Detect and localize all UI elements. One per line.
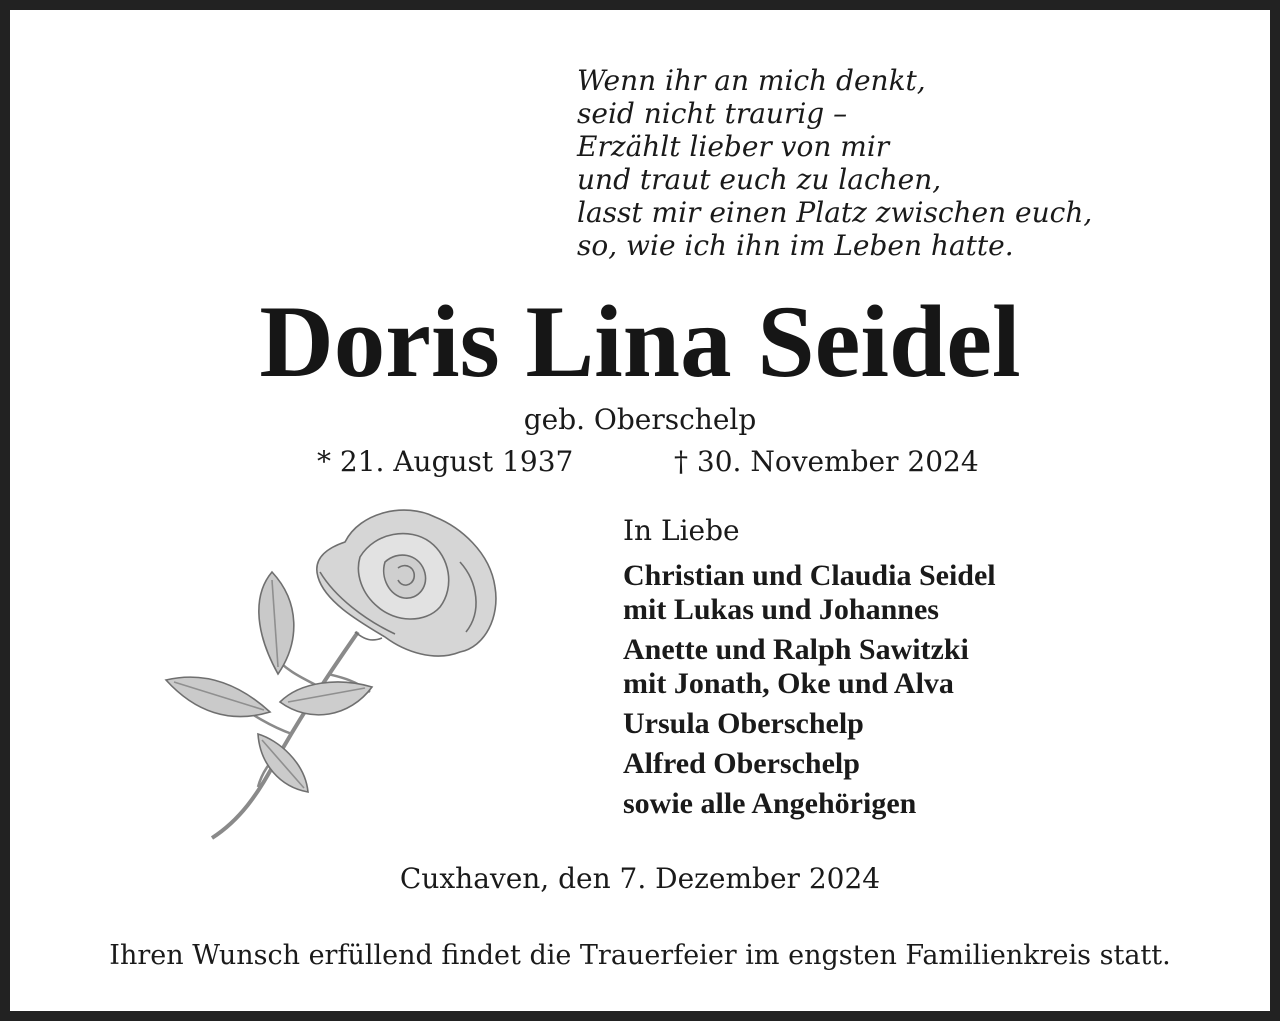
poem-line: und traut euch zu lachen,	[577, 163, 942, 196]
born-name: geb. Oberschelp	[523, 403, 757, 436]
mourner-line: Alfred Oberschelp	[623, 747, 860, 780]
rose-icon	[160, 502, 510, 844]
funeral-note: Ihren Wunsch erfüllend findet die Trauerfeier im engsten Familienkreis statt.	[109, 940, 1171, 971]
place-and-date	[10, 861, 1270, 897]
poem-line: Erzählt lieber von mir	[577, 130, 890, 163]
mourner-family	[623, 633, 996, 701]
birth-date: * 21. August 1937	[317, 445, 574, 478]
poem-line: Wenn ihr an mich denkt,	[577, 64, 926, 97]
mourner-family	[623, 559, 996, 627]
poem-line: lasst mir einen Platz zwischen euch,	[577, 196, 1093, 229]
mourners-list	[623, 559, 996, 827]
in-love-intro: In Liebe	[623, 514, 740, 547]
mourner-line: sowie alle Angehörigen	[623, 787, 917, 820]
poem	[577, 64, 1092, 262]
mourner-line: Christian und Claudia Seidel	[623, 559, 996, 592]
deceased-name: Doris Lina Seidel	[259, 285, 1021, 399]
mourner-line: mit Jonath, Oke und Alva	[623, 667, 954, 700]
poem-line: seid nicht traurig –	[577, 97, 848, 130]
poem-line: so, wie ich ihn im Leben hatte.	[577, 229, 1014, 262]
place-date-text: Cuxhaven, den 7. Dezember 2024	[399, 862, 881, 895]
mourner-family	[623, 747, 996, 781]
mourner-family	[623, 787, 996, 821]
mourner-line: Ursula Oberschelp	[623, 707, 864, 740]
mourner-line: Anette und Ralph Sawitzki	[623, 633, 969, 666]
death-date: † 30. November 2024	[674, 445, 979, 478]
mourner-family	[623, 707, 996, 741]
mourner-line: mit Lukas und Johannes	[623, 593, 939, 626]
